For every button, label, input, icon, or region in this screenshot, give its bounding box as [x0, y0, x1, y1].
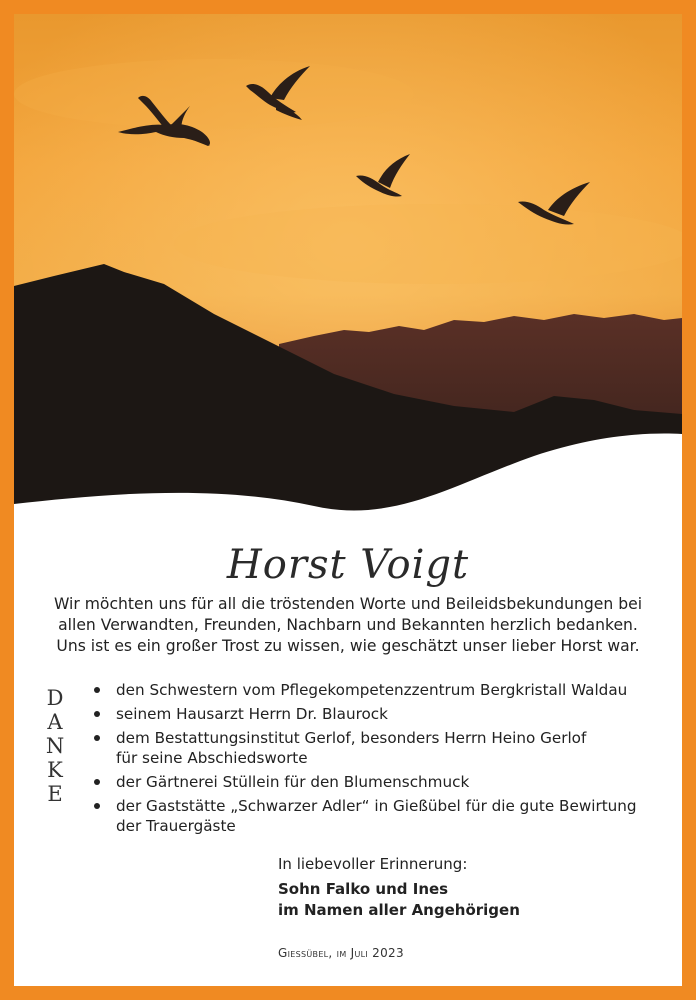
deceased-name: Horst Voigt [226, 542, 470, 588]
bullet-icon [94, 779, 100, 785]
danke-letter: A [47, 710, 63, 734]
sunset-mountains-image [14, 14, 682, 524]
signature-line: Sohn Falko und Ines [278, 880, 449, 898]
card-inner [14, 14, 682, 986]
list-item-text: dem Bestattungsinstitut Gerlof, besonders Herrn Heino Gerlof [116, 729, 587, 747]
intro-line: Uns ist es ein großer Trost zu wissen, wie geschätzt unser lieber Horst war. [56, 637, 640, 655]
list-item [92, 796, 672, 836]
danke-letter: K [47, 758, 63, 782]
list-item [92, 728, 672, 768]
danke-letter: N [45, 734, 65, 758]
list-item [92, 704, 672, 724]
closing-lead: In liebevoller Erinnerung: [278, 855, 468, 873]
list-item-text: den Schwestern vom Pflegekompetenzzentrum Bergkristall Waldau [116, 681, 628, 699]
signature-line: im Namen aller Angehörigen [278, 901, 520, 919]
list-item-text: für seine Abschiedsworte [116, 749, 308, 767]
list-item-text: der Gärtnerei Stüllein für den Blumenschmuck [116, 773, 470, 791]
list-item [92, 680, 672, 700]
closing-signature [278, 854, 520, 921]
intro-line: allen Verwandten, Freunden, Nachbarn und Bekannten herzlich bedanken. [58, 616, 638, 634]
thanks-list [92, 680, 672, 840]
danke-vertical-word [40, 686, 70, 806]
list-item-text: seinem Hausarzt Herrn Dr. Blaurock [116, 705, 388, 723]
intro-text [44, 594, 652, 657]
bullet-icon [94, 803, 100, 809]
list-item-text: der Gaststätte „Schwarzer Adler“ in Gießübel für die gute Bewirtung [116, 797, 637, 815]
bullet-icon [94, 735, 100, 741]
danke-letter: E [47, 782, 63, 806]
place-date: Giessübel, im Juli 2023 [278, 946, 404, 960]
list-item [92, 772, 672, 792]
bullet-icon [94, 711, 100, 717]
bullet-icon [94, 687, 100, 693]
intro-line: Wir möchten uns für all die tröstenden Worte und Beileidsbekundungen bei [53, 595, 643, 613]
list-item-text: der Trauergäste [116, 817, 236, 835]
danke-letter: D [46, 686, 64, 710]
